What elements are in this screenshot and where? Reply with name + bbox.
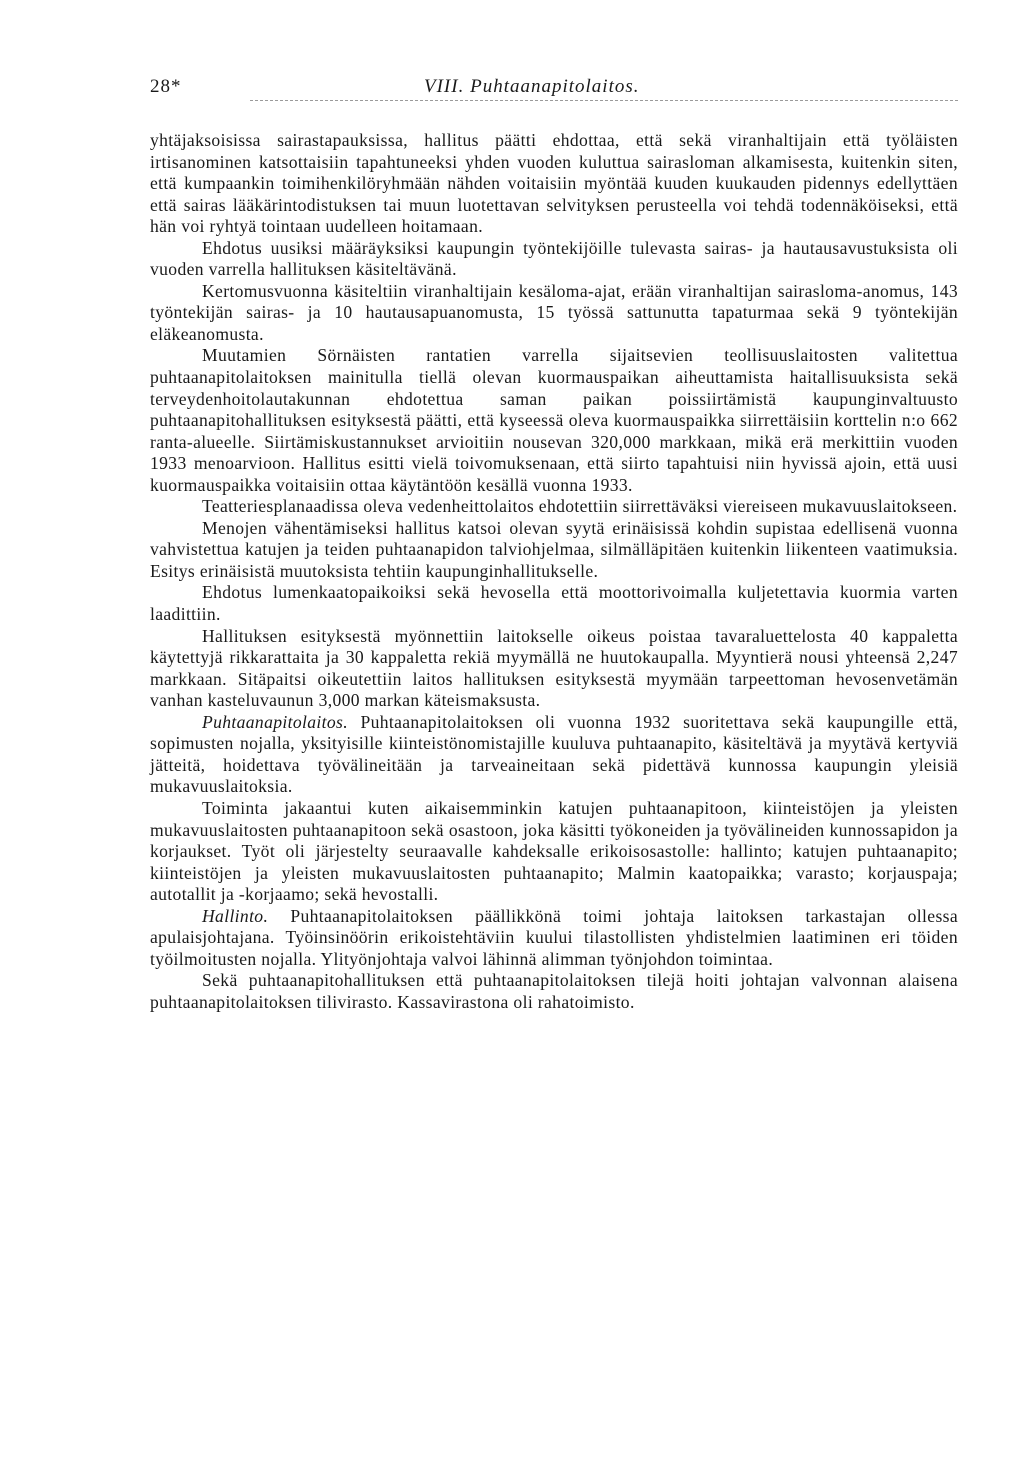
paragraph-text: Teatteriesplanaadissa oleva vedenheittolaitos ehdotettiin siirrettäväksi viereiseen mukavuuslaitokseen. — [202, 496, 958, 517]
paragraph — [150, 798, 958, 906]
paragraph — [150, 130, 958, 238]
section-run-in-heading: Hallinto. — [202, 905, 269, 926]
paragraph-text: Sekä puhtaanapitohallituksen että puhtaanapitolaitoksen tilejä hoiti johtajan valvonnan alaisena puhtaanapitolaitoksen tilivirasto. Kassavirastona oli rahatoimisto. — [150, 970, 958, 1012]
page-number: 28* — [150, 76, 182, 97]
paragraph — [150, 518, 958, 583]
section-run-in-heading: Puhtaanapitolaitos. — [202, 711, 348, 732]
running-title: VIII. Puhtaanapitolaitos. — [424, 76, 640, 97]
paragraph-text: Menojen vähentämiseksi hallitus katsoi olevan syytä erinäisissä kohdin supistaa edellisenä vuonna vahvistettua katujen ja teiden puhtaanapidon talviohjelmaa, silmälläpitäen kuitenkin liikenteen vaatimuksia. Esitys erinäisistä muutoksista tehtiin kaupunginhallitukselle. — [150, 517, 958, 581]
paragraph — [150, 238, 958, 281]
paragraph-text: Ehdotus uusiksi määräyksiksi kaupungin työntekijöille tulevasta sairas- ja hautausavustuksista oli vuoden varrella hallituksen käsiteltävänä. — [150, 237, 958, 280]
document-page — [150, 70, 958, 1013]
page-header — [150, 70, 958, 106]
paragraph — [150, 281, 958, 346]
header-rule — [250, 100, 958, 101]
paragraph — [150, 712, 958, 798]
body-text — [150, 130, 958, 1013]
paragraph — [150, 496, 958, 518]
paragraph-text: Puhtaanapitolaitoksen oli vuonna 1932 suoritettava sekä kaupungille että, sopimusten nojalla, yksityisille kiinteistönomistajille kuuluva puhtaanapito, käsiteltävä ja myytävä kertyviä jätteitä, hoidettava työvälineitään ja tarveaineitaan sekä pidettävä kunnossa kaupungin yleisiä mukavuuslaitoksia. — [150, 711, 959, 797]
paragraph — [150, 582, 958, 625]
paragraph-text: Puhtaanapitolaitoksen päällikkönä toimi johtaja laitoksen tarkastajan ollessa apulaisjohtajana. Työinsinöörin erikoistehtäviin kuului tilastollisten yhdistelmien laatiminen eri töiden työilmoitusten nojalla. Ylityönjohtaja valvoi lähinnä alimman työnjohdon toimintaa. — [150, 905, 958, 969]
paragraph-text: Toiminta jakaantui kuten aikaisemminkin katujen puhtaanapitoon, kiinteistöjen ja yleisten mukavuuslaitosten puhtaanapitoon sekä osastoon, joka käsitti työkoneiden ja työvälineiden kunnossapidon ja korjaukset. Työt oli järjestelty seuraavalle kahdeksalle erikoisosastolle: hallinto; katujen puhtaanapito; kiinteistöjen ja yleisten mukavuuslaitosten puhtaanapito; Malmin kaatopaikka; varasto; korjauspaja; autotallit ja -korjaamo; sekä hevostalli. — [150, 797, 958, 905]
paragraph — [150, 626, 958, 712]
paragraph-text: Ehdotus lumenkaatopaikoiksi sekä hevosella että moottorivoimalla kuljetettavia kuormia varten laadittiin. — [150, 582, 958, 625]
paragraph — [150, 970, 958, 1013]
paragraph-text: Kertomusvuonna käsiteltiin viranhaltijain kesäloma-ajat, erään viranhaltijan sairasloma-anomus, 143 työntekijän sairas- ja 10 hautausapuanomusta, 15 työssä sattunutta tapaturmaa sekä 9 työntekijän eläkeanomusta. — [150, 280, 958, 344]
paragraph-text: Hallituksen esityksestä myönnettiin laitokselle oikeus poistaa tavaraluettelosta 40 kappaletta käytettyjä rikkarattaita ja 30 kappaletta rekiä myymällä ne huutokaupalla. Myyntierä nousi yhteensä 2,247 markkaan. Sitäpaitsi oikeutettiin laitos hallituksen esityksestä myymään tarpeettoman hevosenvetämän vanhan kasteluvaunun 3,000 markan käteismaksusta. — [150, 625, 958, 711]
paragraph-text: Muutamien Sörnäisten rantatien varrella sijaitsevien teollisuuslaitosten valitettua puhtaanapitolaitoksen mainitulla tiellä olevan kuormauspaikan aiheuttamista haitallisuuksista sekä terveydenhoitolautakunnan ehdotettua saman paikan poissiirtämistä kaupunginvaltuusto puhtaanapitohallituksen esityksestä päätti, että kyseessä oleva kuormauspaikka siirrettäisiin korttelin n:o 662 ranta-alueelle. Siirtämiskustannukset arvioitiin nousevan 320,000 markkaan, mikä erä merkittiin vuoden 1933 menoarvioon. Hallitus esitti vielä toivomuksenaan, että siirto tapahtuisi niin hyvissä ajoin, että uusi kuormauspaikka voitaisiin ottaa käytäntöön kesällä vuonna 1933. — [150, 345, 958, 495]
paragraph-text: yhtäjaksoisissa sairastapauksissa, hallitus päätti ehdottaa, että sekä viranhaltijain että työläisten irtisanominen katsottaisiin tapahtuneeksi yhden vuoden kuluttua sairasloman alkamisesta, kuitenkin siten, että kumpaankin toimihenkilöryhmään nähden voitaisiin myöntää kuuden kuukauden pidennys edellyttäen että sairas lääkärintodistuksen tai muun luotettavan selvityksen perusteella voi tehdä todennäköiseksi, että hän voi ryhtyä tointaan uudelleen hoitamaan. — [150, 130, 958, 237]
paragraph — [150, 906, 958, 971]
paragraph — [150, 345, 958, 496]
